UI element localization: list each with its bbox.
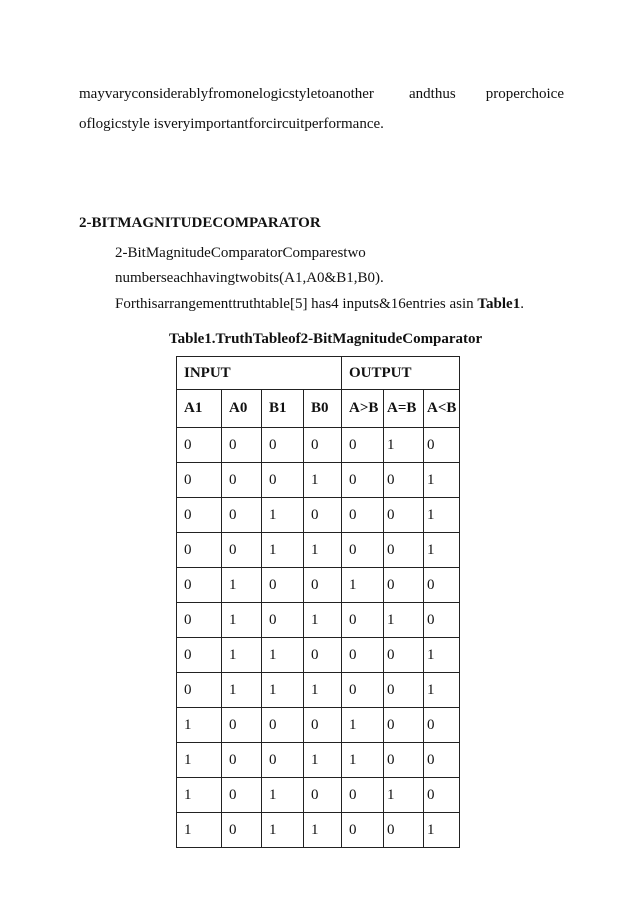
section-line-1: 2-BitMagnitudeComparatorComparestwo: [115, 245, 366, 261]
table-cell: 0: [384, 498, 424, 533]
table-cell: 1: [222, 603, 262, 638]
table-cell: 0: [384, 673, 424, 708]
table-row: [177, 813, 460, 848]
table-cell: 0: [304, 568, 342, 603]
table-cell: 0: [304, 498, 342, 533]
table-cell: 1: [304, 813, 342, 848]
table-row: [177, 498, 460, 533]
table-cell: 0: [424, 708, 460, 743]
table-cell: 0: [424, 568, 460, 603]
table-cell: 0: [177, 428, 222, 463]
column-header: B0: [304, 390, 342, 428]
table-row: [177, 428, 460, 463]
table-cell: 0: [342, 813, 384, 848]
table-cell: 1: [384, 428, 424, 463]
table-cell: 0: [304, 778, 342, 813]
table-cell: 1: [342, 708, 384, 743]
table-cell: 1: [342, 568, 384, 603]
section-line-3-end: .: [520, 296, 524, 312]
table-cell: 0: [342, 428, 384, 463]
table-cell: 1: [262, 638, 304, 673]
table-cell: 1: [384, 778, 424, 813]
table-cell: 0: [177, 673, 222, 708]
column-header: A0: [222, 390, 262, 428]
table-cell: 0: [262, 568, 304, 603]
table-cell: 1: [262, 533, 304, 568]
table-cell: 0: [177, 638, 222, 673]
table-cell: 0: [262, 743, 304, 778]
table-cell: 0: [222, 428, 262, 463]
table-cell: 0: [177, 568, 222, 603]
column-header: B1: [262, 390, 304, 428]
table-cell: 0: [384, 533, 424, 568]
intro-line-1-part-2: andthus: [409, 86, 456, 102]
table-caption: Table1.TruthTableof2-BitMagnitudeComparator: [169, 331, 483, 347]
output-group-header: OUTPUT: [342, 357, 460, 390]
table-cell: 1: [177, 778, 222, 813]
table-cell: 0: [262, 428, 304, 463]
table-row: [177, 778, 460, 813]
table-cell: 0: [384, 568, 424, 603]
table-cell: 0: [384, 463, 424, 498]
table-cell: 0: [222, 533, 262, 568]
table-cell: 1: [304, 673, 342, 708]
table-cell: 0: [262, 708, 304, 743]
table-cell: 1: [424, 813, 460, 848]
truth-table: [176, 356, 460, 848]
table-cell: 1: [384, 603, 424, 638]
table-cell: 0: [342, 533, 384, 568]
table-cell: 0: [222, 743, 262, 778]
table-cell: 1: [304, 533, 342, 568]
table-cell: 0: [262, 603, 304, 638]
table-cell: 1: [222, 638, 262, 673]
intro-line-2: oflogicstyle isveryimportantforcircuitperformance.: [79, 116, 384, 132]
table-row: [177, 673, 460, 708]
table-cell: 1: [262, 813, 304, 848]
table-cell: 1: [177, 743, 222, 778]
table-cell: 0: [424, 428, 460, 463]
table-cell: 0: [222, 498, 262, 533]
input-group-header: INPUT: [177, 357, 342, 390]
table-cell: 1: [424, 533, 460, 568]
table-cell: 0: [177, 603, 222, 638]
table-cell: 0: [342, 498, 384, 533]
section-heading: 2-BITMAGNITUDECOMPARATOR: [79, 215, 321, 231]
table-cell: 1: [262, 673, 304, 708]
table-cell: 1: [177, 708, 222, 743]
table-cell: 0: [424, 743, 460, 778]
table-row: [177, 743, 460, 778]
column-header: A1: [177, 390, 222, 428]
table-cell: 1: [342, 743, 384, 778]
table-cell: 1: [304, 463, 342, 498]
section-line-3: [115, 296, 524, 313]
table-cell: 0: [222, 813, 262, 848]
table-row: [177, 463, 460, 498]
table-row: [177, 638, 460, 673]
table-cell: 0: [177, 533, 222, 568]
table-cell: 0: [222, 778, 262, 813]
table-cell: 1: [424, 673, 460, 708]
section-line-3-text: Forthisarrangementtruthtable[5] has4 inputs&16entries asin: [115, 296, 478, 312]
intro-line-1-part-1: mayvaryconsiderablyfromonelogicstyletoanother: [79, 86, 374, 102]
table-cell: 0: [262, 463, 304, 498]
table-cell: 0: [384, 743, 424, 778]
table-cell: 1: [262, 498, 304, 533]
table-reference: Table1: [477, 296, 521, 312]
table-cell: 0: [384, 638, 424, 673]
table-cell: 0: [304, 428, 342, 463]
table-row: [177, 533, 460, 568]
intro-line-1: [79, 86, 564, 106]
table-cell: 1: [177, 813, 222, 848]
table-cell: 0: [424, 778, 460, 813]
table-cell: 1: [222, 568, 262, 603]
intro-line-1-part-3: properchoice: [485, 86, 564, 102]
column-header: A>B: [342, 390, 384, 428]
table-cell: 0: [342, 463, 384, 498]
table-cell: 0: [177, 463, 222, 498]
table-cell: 0: [222, 463, 262, 498]
table-cell: 0: [222, 708, 262, 743]
table-cell: 0: [424, 603, 460, 638]
table-cell: 0: [342, 603, 384, 638]
table-cell: 1: [262, 778, 304, 813]
table-cell: 1: [304, 743, 342, 778]
table-row: [177, 708, 460, 743]
table-cell: 0: [342, 673, 384, 708]
table-cell: 1: [424, 463, 460, 498]
table-cell: 0: [342, 638, 384, 673]
table-cell: 0: [177, 498, 222, 533]
table-cell: 0: [384, 813, 424, 848]
table-row: [177, 603, 460, 638]
section-line-2: numberseachhavingtwobits(A1,A0&B1,B0).: [115, 270, 384, 286]
table-cell: 1: [222, 673, 262, 708]
table-cell: 0: [304, 638, 342, 673]
column-header: A<B: [424, 390, 460, 428]
table-cell: 1: [424, 638, 460, 673]
column-header: A=B: [384, 390, 424, 428]
table-cell: 0: [342, 778, 384, 813]
table-row: [177, 568, 460, 603]
column-header-row: [177, 390, 460, 428]
table-cell: 1: [424, 498, 460, 533]
table-cell: 0: [304, 708, 342, 743]
table-cell: 0: [384, 708, 424, 743]
table-cell: 1: [304, 603, 342, 638]
group-header-row: [177, 357, 460, 390]
